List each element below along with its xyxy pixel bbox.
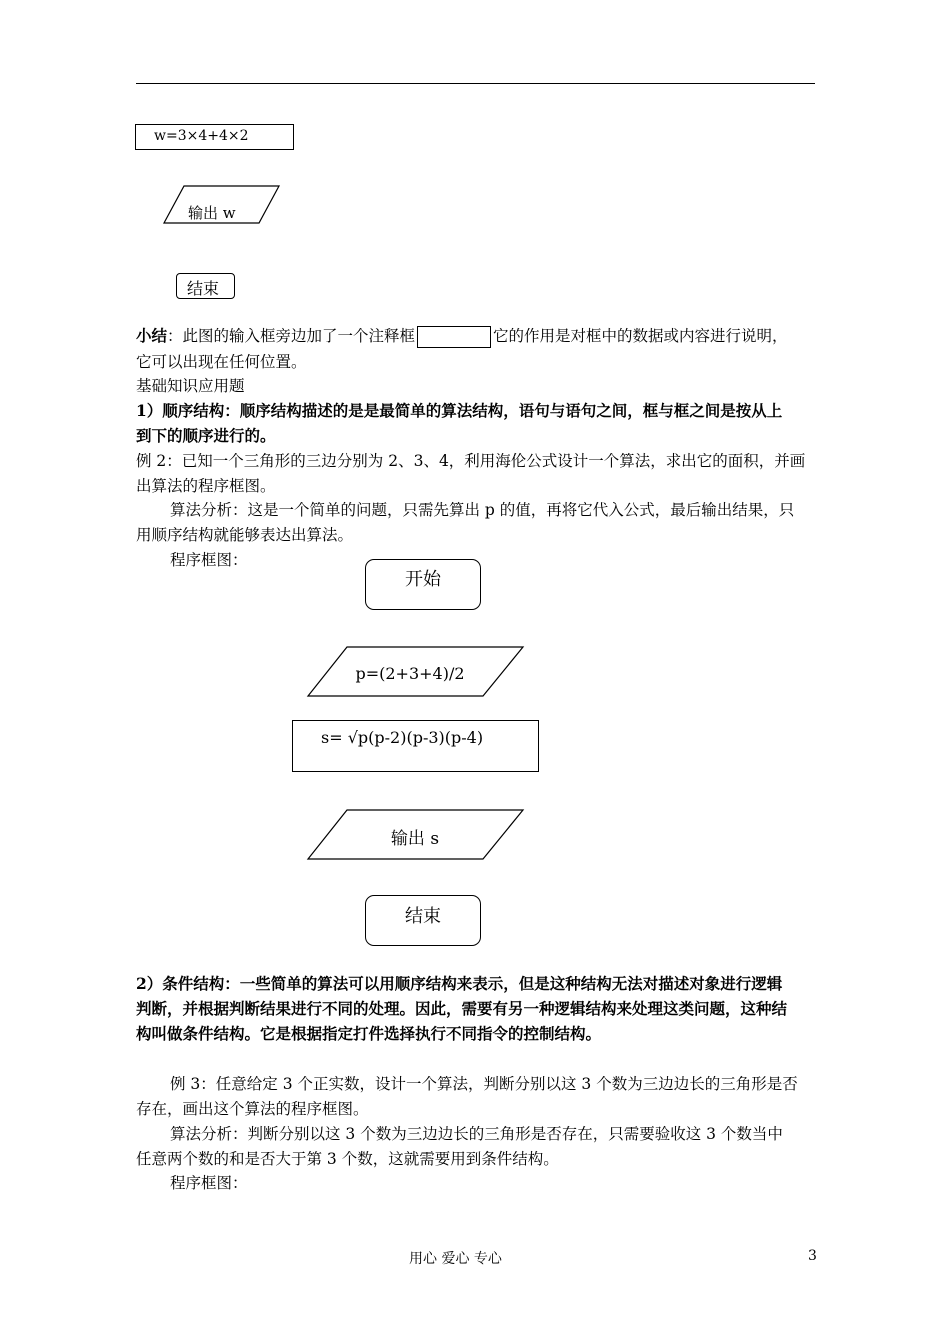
output-w-text: 输出 w <box>188 204 236 222</box>
section-basic-heading: 基础知识应用题 <box>136 377 245 395</box>
summary-text-before: 此图的输入框旁边加了一个注释框 <box>182 327 416 345</box>
end-box-top <box>176 273 235 299</box>
summary-colon: ： <box>167 327 183 345</box>
summary-label: 小结 <box>136 326 168 345</box>
analysis-3-line-1: 算法分析：判断分别以这 3 个数为三边边长的三角形是否存在，只需要验收这 3 个数当中 <box>170 1125 783 1143</box>
example-2-line-2: 出算法的程序框图。 <box>136 477 276 495</box>
flowchart-label-3: 程序框图： <box>170 1174 248 1192</box>
annotation-box <box>417 326 491 348</box>
page-number: 3 <box>808 1248 817 1264</box>
conditional-line-2: 判断，并根据判断结果进行不同的处理。因此，需要有另一种逻辑结构来处理这类问题，这种结 <box>136 999 788 1018</box>
analysis-2-line-1: 算法分析：这是一个简单的问题，只需先算出 p 的值，再将它代入公式，最后输出结果，只 <box>170 501 795 519</box>
summary-line-2: 它可以出现在任何位置。 <box>136 353 307 371</box>
summary-text-after: 它的作用是对框中的数据或内容进行说明， <box>493 327 788 345</box>
assign-w-box <box>135 124 294 150</box>
compute-s-box <box>292 720 539 772</box>
end-text-top: 结束 <box>187 279 220 298</box>
conditional-line-3: 构叫做条件结构。它是根据指定打件选择执行不同指令的控制结构。 <box>136 1024 602 1043</box>
flowchart-label-2: 程序框图： <box>170 551 248 569</box>
start-box <box>365 559 481 610</box>
example-2-line-1: 例 2：已知一个三角形的三边分别为 2、3、4，利用海伦公式设计一个算法，求出它的面积，并画 <box>136 452 806 470</box>
analysis-2-line-2: 用顺序结构就能够表达出算法。 <box>136 526 354 544</box>
header-rule <box>136 83 815 84</box>
sequential-heading-line-1: 1）顺序结构：顺序结构描述的是是最简单的算法结构，语句与语句之间，框与框之间是按从上 <box>136 401 783 420</box>
example-3-line-2: 存在，画出这个算法的程序框图。 <box>136 1100 369 1118</box>
conditional-line-1: 2）条件结构：一些简单的算法可以用顺序结构来表示，但是这种结构无法对描述对象进行逻辑 <box>136 974 783 993</box>
summary-line-1 <box>136 326 788 348</box>
example-3-line-1: 例 3：任意给定 3 个正实数，设计一个算法，判断分别以这 3 个数为三边边长的三角形是否 <box>170 1075 798 1093</box>
analysis-3-line-2: 任意两个数的和是否大于第 3 个数，这就需要用到条件结构。 <box>136 1150 559 1168</box>
end-text: 结束 <box>405 905 441 927</box>
sequential-heading-line-2: 到下的顺序进行的。 <box>136 426 276 445</box>
footer-motto: 用心 爱心 专心 <box>409 1251 502 1267</box>
end-box <box>365 895 481 946</box>
start-text: 开始 <box>405 568 441 590</box>
input-p-text: p=(2+3+4)/2 <box>355 663 465 683</box>
assign-w-text: w=3×4+4×2 <box>154 128 249 144</box>
compute-s-text: s= √p(p-2)(p-3)(p-4) <box>321 728 484 747</box>
output-s-text: 输出 s <box>390 828 440 849</box>
